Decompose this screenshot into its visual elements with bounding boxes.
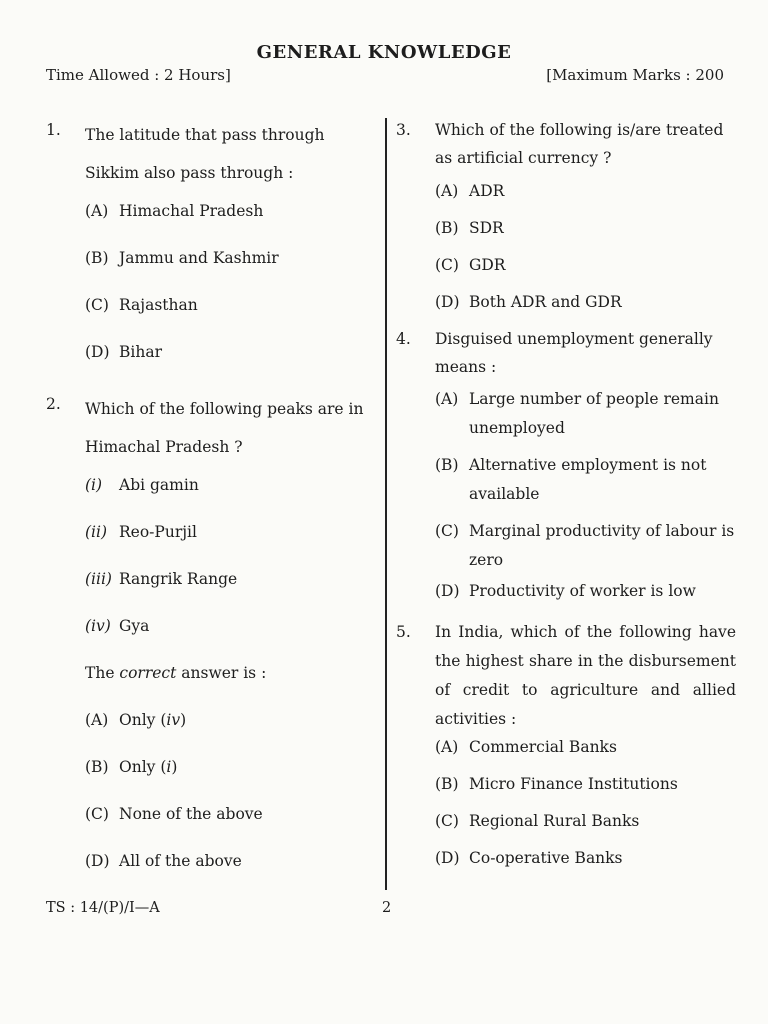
- option: (B) Only (i): [85, 758, 178, 776]
- list-item: (iii) Rangrik Range: [85, 570, 238, 588]
- option: (A) Himachal Pradesh: [85, 202, 264, 220]
- option: (A) Only (iv): [85, 711, 187, 729]
- option: (C) Regional Rural Banks: [435, 812, 640, 830]
- option: (D) Co-operative Banks: [435, 849, 623, 867]
- list-item: (ii) Reo-Purjil: [85, 523, 197, 541]
- option: (C) GDR: [435, 256, 506, 274]
- option: (D) Bihar: [85, 343, 162, 361]
- question-text: Which of the following is/are treated as artificial currency ?: [435, 121, 724, 167]
- question-text: In India, which of the following have the highest share in the disbursement of credit to agriculture and allied activities :: [435, 623, 736, 728]
- question-number: 2.: [46, 395, 61, 413]
- page-title: GENERAL KNOWLEDGE: [256, 42, 512, 63]
- option: (D) Productivity of worker is low: [435, 582, 696, 600]
- question-5: [396, 618, 736, 738]
- left-column: [46, 116, 376, 882]
- paper-code: TS : 14/(P)/I—A: [46, 900, 160, 916]
- maximum-marks: [Maximum Marks : 200: [546, 66, 724, 84]
- question-2: [46, 390, 376, 476]
- question-number: 4.: [396, 330, 411, 348]
- option: (A) Commercial Banks: [435, 738, 617, 756]
- time-allowed: Time Allowed : 2 Hours]: [46, 66, 231, 84]
- option: (B) Jammu and Kashmir: [85, 249, 279, 267]
- option: (B) Micro Finance Institutions: [435, 775, 678, 793]
- question-text: Which of the following peaks are in Himachal Pradesh ?: [85, 400, 364, 456]
- list-item: (i) Abi gamin: [85, 476, 199, 494]
- question-number: 5.: [396, 623, 411, 641]
- option: (B) Alternative employment is not available: [435, 456, 707, 503]
- question-1: [46, 116, 376, 202]
- option: (C) None of the above: [85, 805, 263, 823]
- question-number: 3.: [396, 121, 411, 139]
- option: (D) All of the above: [85, 852, 242, 870]
- question-3: [396, 116, 736, 182]
- page-number: 2: [382, 900, 392, 916]
- question-4: [396, 325, 736, 385]
- column-divider: [385, 118, 387, 890]
- question-number: 1.: [46, 121, 61, 139]
- option: (D) Both ADR and GDR: [435, 293, 622, 311]
- answer-prompt: The correct answer is :: [85, 664, 267, 682]
- option: (C) Rajasthan: [85, 296, 198, 314]
- list-item: (iv) Gya: [85, 617, 150, 635]
- option: (A) ADR: [435, 182, 505, 200]
- question-text: The latitude that pass through Sikkim also pass through :: [85, 126, 325, 182]
- question-text: Disguised unemployment generally means :: [435, 330, 713, 376]
- option: (B) SDR: [435, 219, 504, 237]
- option: (C) Marginal productivity of labour is zero: [435, 522, 735, 569]
- right-column: [396, 116, 736, 879]
- option: (A) Large number of people remain unemployed: [435, 390, 719, 437]
